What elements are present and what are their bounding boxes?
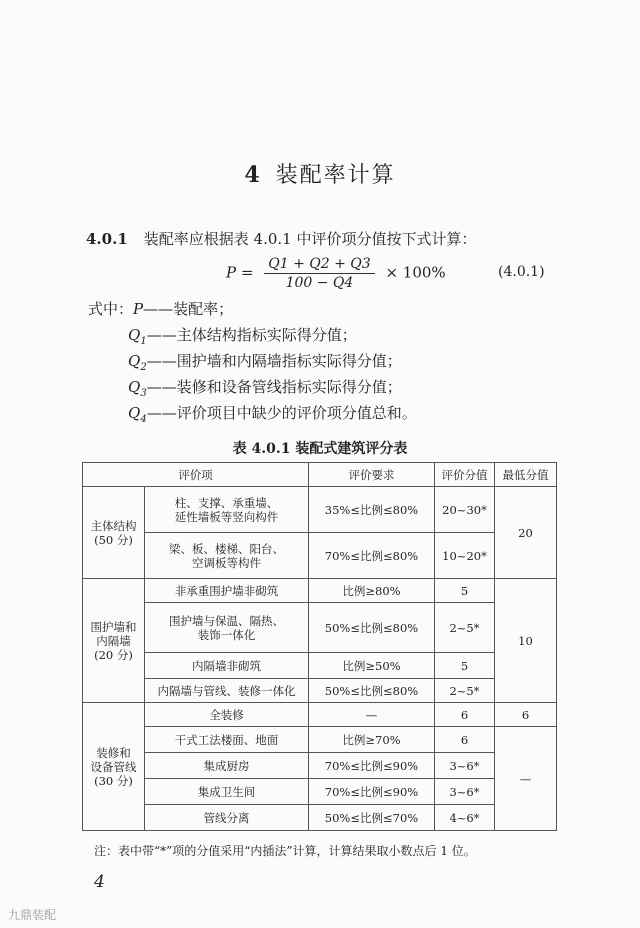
value-cell: 4~6* — [435, 805, 495, 831]
table-row — [83, 753, 557, 779]
table-header-row — [83, 463, 557, 487]
chapter-title — [0, 158, 640, 189]
definition-q1: $Q_1——$主体结构指标实际得分值； — [128, 326, 357, 347]
header-value: 评价分值 — [435, 463, 495, 487]
item-cell: 梁、板、楼梯、阳台、 空调板等构件 — [145, 533, 309, 579]
header-min: 最低分值 — [495, 463, 557, 487]
value-cell: 5 — [435, 579, 495, 603]
requirement-cell: 70%≤比例≤90% — [309, 753, 435, 779]
value-cell: 2~5* — [435, 679, 495, 703]
item-cell: 内隔墙非砌筑 — [145, 653, 309, 679]
definition-q3: $Q_3——$装修和设备管线指标实际得分值； — [128, 378, 402, 399]
requirement-cell: 50%≤比例≤80% — [309, 603, 435, 653]
table-row — [83, 579, 557, 603]
item-cell: 柱、支撑、承重墙、 延性墙板等竖向构件 — [145, 487, 309, 533]
requirement-cell: 70%≤比例≤80% — [309, 533, 435, 579]
value-cell: 10~20* — [435, 533, 495, 579]
value-cell: 3~6* — [435, 779, 495, 805]
item-cell: 集成卫生间 — [145, 779, 309, 805]
item-cell: 内隔墙与管线、装修一体化 — [145, 679, 309, 703]
formula — [226, 256, 446, 291]
requirement-cell: 70%≤比例≤90% — [309, 779, 435, 805]
item-cell: 围护墙与保温、隔热、 装饰一体化 — [145, 603, 309, 653]
watermark: 九鼎装配 — [8, 908, 57, 922]
page-number: 4 — [94, 872, 105, 892]
item-cell: 集成厨房 — [145, 753, 309, 779]
value-cell: 3~6* — [435, 753, 495, 779]
requirement-cell: 比例≥70% — [309, 727, 435, 753]
table-row — [83, 779, 557, 805]
value-cell: 20~30* — [435, 487, 495, 533]
item-cell: 非承重围护墙非砌筑 — [145, 579, 309, 603]
formula-numerator: Q1 + Q2 + Q3 — [264, 256, 374, 274]
formula-fraction — [264, 256, 374, 291]
value-cell: 6 — [435, 703, 495, 727]
formula-number: (4.0.1) — [498, 264, 545, 280]
formula-equals: = — [240, 263, 254, 282]
value-cell: 2~5* — [435, 603, 495, 653]
item-cell: 管线分离 — [145, 805, 309, 831]
requirement-cell: 比例≥50% — [309, 653, 435, 679]
table-note: 注：表中带“*”项的分值采用“内插法”计算，计算结果取小数点后 1 位。 — [94, 844, 476, 858]
min-cell: 20 — [495, 487, 557, 579]
min-cell: 10 — [495, 579, 557, 703]
definition-p: 式中：P——装配率； — [88, 300, 234, 318]
requirement-cell: 50%≤比例≤70% — [309, 805, 435, 831]
item-cell: 全装修 — [145, 703, 309, 727]
requirement-cell: 比例≥80% — [309, 579, 435, 603]
value-cell: 6 — [435, 727, 495, 753]
formula-tail: × 100% — [385, 263, 446, 282]
chapter-number: 4 — [244, 162, 262, 188]
definition-q2: $Q_2——$围护墙和内隔墙指标实际得分值； — [128, 352, 402, 373]
table-row — [83, 487, 557, 533]
clause-number: 4.0.1 — [86, 230, 128, 248]
group-cell: 主体结构 (50 分) — [83, 487, 145, 579]
min-cell: 6 — [495, 703, 557, 727]
table-row — [83, 653, 557, 679]
score-table — [82, 462, 557, 831]
table-row — [83, 805, 557, 831]
requirement-cell: 50%≤比例≤80% — [309, 679, 435, 703]
formula-denominator: 100 − Q4 — [285, 275, 354, 291]
formula-lhs: P — [226, 263, 237, 282]
table-row — [83, 603, 557, 653]
header-requirement: 评价要求 — [309, 463, 435, 487]
table-row — [83, 533, 557, 579]
requirement-cell: 35%≤比例≤80% — [309, 487, 435, 533]
clause-text: 装配率应根据表 4.0.1 中评价项分值按下式计算： — [143, 230, 477, 248]
value-cell: 5 — [435, 653, 495, 679]
table-row — [83, 679, 557, 703]
table-row — [83, 703, 557, 727]
clause — [86, 228, 476, 249]
table-row — [83, 727, 557, 753]
header-item: 评价项 — [83, 463, 309, 487]
requirement-cell: — — [309, 703, 435, 727]
table-title: 表 4.0.1 装配式建筑评分表 — [232, 441, 408, 457]
item-cell: 干式工法楼面、地面 — [145, 727, 309, 753]
min-cell: — — [495, 727, 557, 831]
group-cell: 装修和 设备管线 (30 分) — [83, 703, 145, 831]
group-cell: 围护墙和 内隔墙 (20 分) — [83, 579, 145, 703]
chapter-title-text: 装配率计算 — [275, 163, 396, 188]
definition-q4: $Q_4——$评价项目中缺少的评价项分值总和。 — [128, 404, 417, 425]
